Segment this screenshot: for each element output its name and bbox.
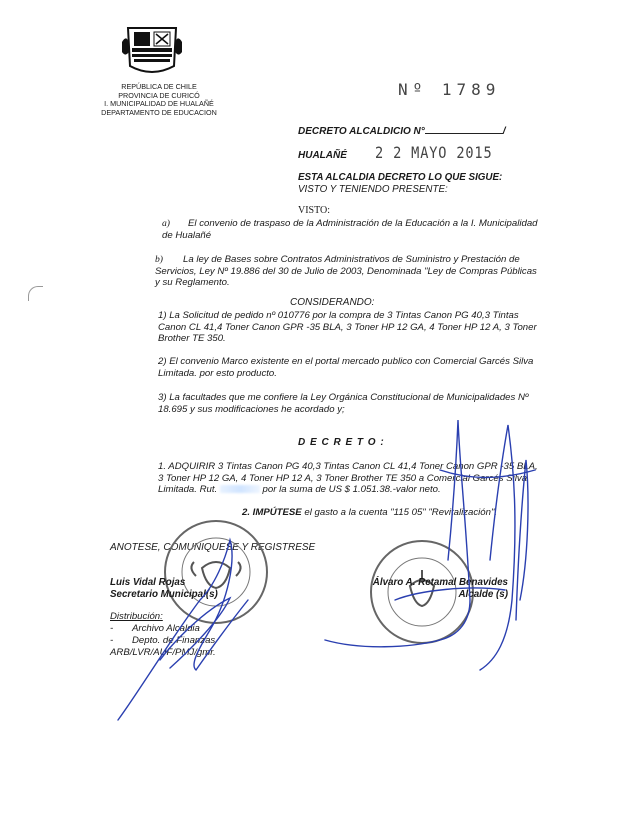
distribution-item: - Depto. de Finanzas [110,635,216,646]
right-signatory-title: Alcalde (s) [458,589,508,600]
intro-line-1: ESTA ALCALDIA DECRETO LO QUE SIGUE: [298,172,503,183]
intro-line-2: VISTO Y TENIENDO PRESENTE: [298,184,448,195]
right-signatory-name: Álvaro A. Retamal Benavides [372,577,508,588]
decree-slash: / [502,126,506,137]
decreto-heading: D E C R E T O : [298,437,385,448]
header-line: PROVINCIA DE CURICÓ [118,90,200,100]
place-label: HUALAÑÉ [298,150,347,161]
distribution-initials: ARB/LVR/AUF/PMJ/gmr. [110,647,216,658]
decreto-item-2-text: el gasto a la cuenta "115 05" "Revitalización". [304,507,498,518]
distribution-item: - Archivo Alcaldia [110,623,200,634]
page-margin-mark [28,286,43,301]
header-line: REPÚBLICA DE CHILE [121,82,197,91]
item-marker: a) [162,218,170,229]
distribution-item-text: Depto. de Finanzas [132,635,216,646]
considerando-heading: CONSIDERANDO: [290,297,375,308]
considerando-item-3: 3) La facultades que me confiere la Ley Orgánica Constitucional de Municipalidades Nº 18.695 y sus modificaciones he acordado y; [158,392,529,415]
item-marker: b) [155,254,163,265]
decreto-item-1-text: 1. ADQUIRIR 3 Tintas Canon PG 40,3 Tintas Canon CL 41,4 Toner Canon GPR -35 BLA, 3 Toner HP 12 GA, 4 Toner HP 12 A, 3 Toner Brother TE 350 a Comercial Garcés Silva Limitada. Rut. [158,461,538,495]
date-stamp: 2 2 MAYO 2015 [375,143,493,162]
header-line: DEPARTAMENTO DE EDUCACION [101,107,217,117]
stamp-number: Nº 1789 [398,80,501,99]
decreto-item-1-amount: por la suma de US $ 1.051.38.-valor neto. [262,484,441,495]
decreto-item-2-label: 2. IMPÚTESE [242,507,302,518]
distribution-item-text: Archivo Alcaldia [132,623,200,634]
visto-text-b: La ley de Bases sobre Contratos Administrativos de Suministro y Prestación de Servicios, Ley Nº 19.886 del 30 de Julio de 2003, Denominada "Ley de Compras Públicas y su Reglamento. [155,254,537,288]
distribution-heading: Distribución: [110,611,163,622]
decree-label: DECRETO ALCALDICIO N° [298,126,425,137]
considerando-item-1: 1) La Solicitud de pedido nº 010776 por la compra de 3 Tintas Canon PG 40,3 Tintas Canon CL 41,4 Toner Canon GPR -35 BLA, 3 Toner HP 12 GA, 4 Toner HP 12 A, 3 Toner Brother TE 350. [158,310,537,344]
visto-heading: VISTO: [298,205,331,216]
considerando-item-2: 2) El convenio Marco existente en el portal mercado publico con Comercial Garcés Silva Limitada. por esto producto. [158,356,534,379]
visto-text-a: El convenio de traspaso de la Administración de la Educación a la I. Municipalidad de Hualañé [162,218,538,241]
closing-line: ANOTESE, COMUNIQUESE Y REGISTRESE [110,542,316,553]
left-signatory-name: Luis Vidal Rojas [110,577,186,588]
left-signatory-title: Secretario Municipal(s) [110,589,218,600]
header-line: I. MUNICIPALIDAD DE HUALAÑÉ [104,99,214,109]
